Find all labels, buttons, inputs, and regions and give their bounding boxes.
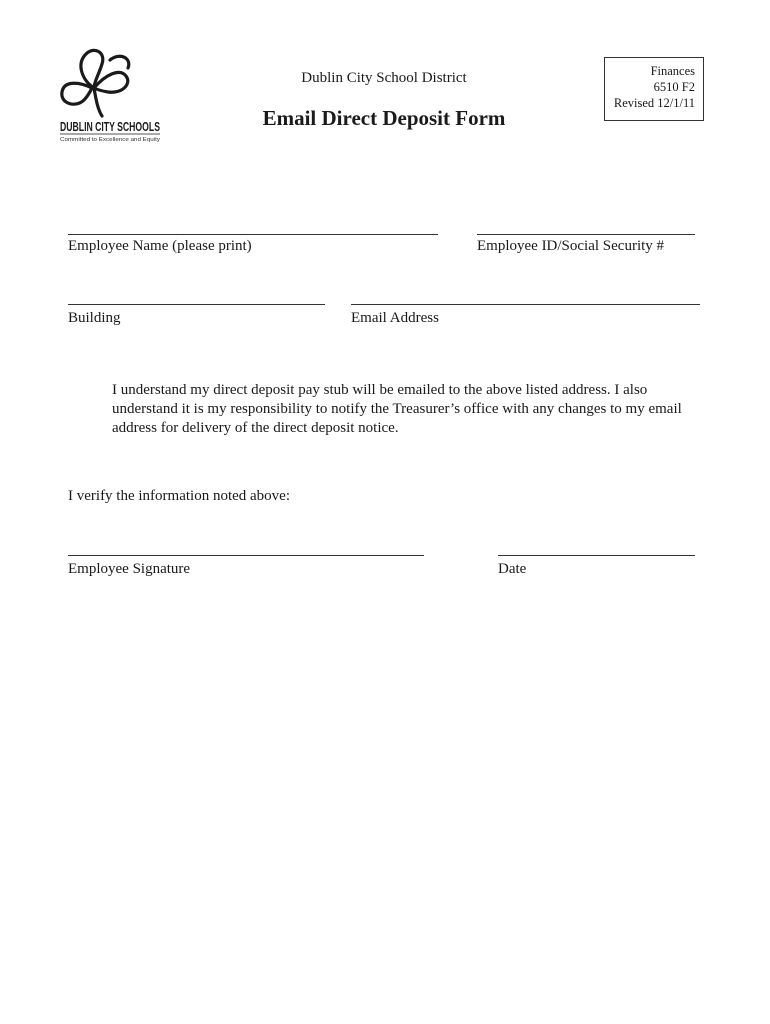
email-label: Email Address [351,310,439,326]
district-logo [58,44,168,148]
reference-code: 6510 F2 [653,80,695,94]
form-reference-box [604,57,704,121]
form-title: Email Direct Deposit Form [262,106,506,130]
signature-label: Employee Signature [68,561,191,577]
employee-name-line[interactable] [68,234,438,235]
shamrock-icon [58,44,168,148]
district-name: Dublin City School District [301,70,467,86]
svg-text:Committed to Excellence and Eq: Committed to Excellence and Equity [60,137,161,143]
employee-id-label: Employee ID/Social Security # [477,238,665,254]
email-line[interactable] [351,304,700,305]
signature-line[interactable] [68,555,424,556]
building-label: Building [68,310,121,326]
employee-name-label: Employee Name (please print) [68,238,252,254]
statement-paragraph: I understand my direct deposit pay stub will be emailed to the above listed address. I also understand it is my responsibility to notify the Treasurer’s office with any changes to my email address for delivery of the direct deposit notice. [112,382,682,436]
svg-text:DUBLIN CITY SCHOOLS: DUBLIN CITY SCHOOLS [60,119,161,134]
reference-revised: Revised 12/1/11 [613,96,695,110]
reference-category: Finances [650,64,695,78]
date-label: Date [498,561,527,577]
building-line[interactable] [68,304,325,305]
date-line[interactable] [498,555,695,556]
employee-id-line[interactable] [477,234,695,235]
verify-text: I verify the information noted above: [68,488,291,504]
